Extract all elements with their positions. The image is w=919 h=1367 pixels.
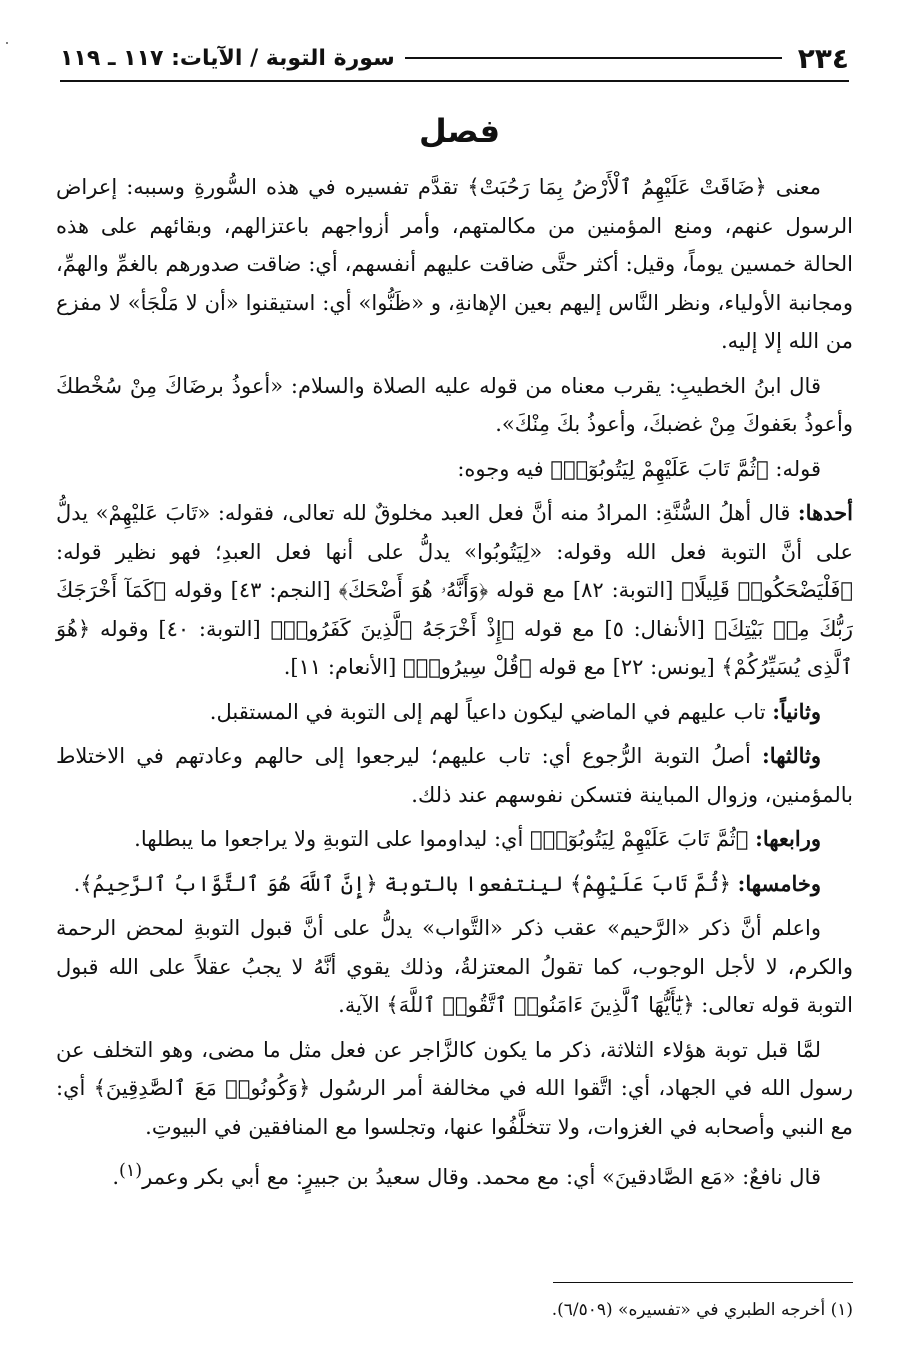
point-lead: ورابعها: — [755, 826, 821, 851]
paragraph: معنى ﴿ضَاقَتْ عَلَيْهِمُ ٱلْأَرْضُ بِمَا رَحُبَتْ﴾ تقدَّم تفسيره في هذه السُّورةِ وسببه: إعراض الرسول عنهم، ومنع المؤمنين من مكالمتهم، وأمر أزواجهم باعتزالهم، وبقائهم على هذه الحالة خمسين يوماً، وقيل: أكثر حتَّى ضاقت عليهم أنفسهم، أي: ضاقت صدورهم بالغمِّ والهمِّ، ومجانبة الأولياء، ونظر النَّاس إليهم بعين الإهانةِ، و «ظَنُّوا» أي: استيقنوا «أن لا مَلْجَأ» لا مفزع من الله إلا إليه. — [56, 175, 853, 353]
point-lead: وثالثها: — [762, 743, 821, 768]
paragraph: لمَّا قبل توبة هؤلاء الثلاثة، ذكر ما يكون كالزَّاجر عن فعل مثل ما مضى، وهو التخلف عن رسول الله في الجهاد، أي: اتَّقوا الله في مخالفة أمر الرسُول ﴿وَكُونُوا۟ مَعَ ٱلصَّٰدِقِينَ﴾ أي: مع النبي وأصحابه في الغزوات، ولا تتخلَّفُوا عنها، وتجلسوا مع المنافقين في البيوتِ. — [56, 1037, 853, 1139]
point-text: أصلُ التوبة الرُّجوع أي: تاب عليهم؛ ليرجعوا إلى حالهم وعادتهم في الاختلاط بالمؤمنين، وزوال المباينة فتسكن نفوسهم عند ذلك. — [56, 744, 853, 807]
running-title: سورة التوبة / الآيات: ١١٧ ـ ١١٩ — [60, 45, 395, 71]
footnote-marker: (١) — [119, 1161, 143, 1181]
point-lead: أحدها: — [797, 500, 853, 525]
section-title: فصل — [418, 112, 501, 150]
paragraph: واعلم أنَّ ذكر «الرَّحيم» عقب ذكر «التَّواب» يدلُّ على أنَّ قبول التوبةِ لمحض الرحمة والكرم، لا لأجل الوجوب، كما تقولُ المعتزلةُ، وذلك يقوي أنَّهُ لا يجبُ عقلاً على الله قبول التوبة قوله تعالى: ﴿يَٰٓأَيُّهَا ٱلَّذِينَ ءَامَنُوا۟ ٱتَّقُوا۟ ٱللَّهَ﴾ الآية. — [56, 916, 853, 1017]
point-text: تاب عليهم في الماضي ليكون داعياً لهم إلى التوبة في المستقبل. — [209, 699, 766, 724]
paragraph — [56, 693, 853, 732]
paragraph — [56, 820, 853, 859]
main-text — [56, 168, 853, 1203]
page-number: ٢٣٤ — [797, 41, 849, 75]
header-divider — [60, 80, 849, 82]
point-lead: وثانياً: — [772, 698, 821, 724]
paragraph: قال ابنُ الخطيبِ: يقرب معناه من قوله عليه الصلاة والسلام: «أعوذُ برضَاكَ مِنْ سُخْطكَ وأعوذُ بعَفوكَ مِنْ غضبكَ، وأعوذُ بكَ مِنْكَ». — [56, 373, 853, 436]
header-rule — [405, 57, 782, 59]
paragraph: قوله: ﴿ثُمَّ تَابَ عَلَيْهِمْ لِيَتُوبُوٓا۟﴾ فيه وجوه: — [457, 456, 821, 481]
point-text: قال نافعٌ: «مَع الصَّادقينَ» أي: مع محمد. وقال سعيدُ بن جبيرٍ: مع أبي بكر وعمر — [142, 1165, 821, 1189]
footnote-divider — [553, 1282, 853, 1283]
paragraph — [56, 494, 853, 687]
paragraph: قال نافعٌ: «مَع الصَّادقينَ» أي: مع محمد. وقال سعيدُ بن جبيرٍ: مع أبي بكر وعمر$^{(١)}$. — [112, 1161, 821, 1189]
page-header — [60, 40, 849, 76]
paragraph — [56, 865, 853, 904]
paragraph — [56, 737, 853, 814]
margin-mark — [6, 42, 8, 44]
point-text: ﴿ثُمَّ تَابَ عَلَيْهِمْ﴾ لينتفعوا بالتوبة ﴿إِنَّ ٱللَّهَ هُوَ ٱلتَّوَّابُ ٱلرَّحِيمُ﴾. — [73, 871, 731, 896]
footnote: (١) أخرجه الطبري في «تفسيره» (٦/٥٠٩). — [551, 1300, 853, 1320]
point-text: قال أهلُ السُّنَّةِ: المرادُ منه أنَّ فعل العبد مخلوقٌ لله تعالى، فقوله: «تَابَ عَليْهِمْ» يدلُّ على أنَّ التوبة فعل الله وقوله: «لِيَتُوبُوا» يدلُّ على أنها فعل العبدِ؛ فهو نظير قوله: ﴿فَلْيَضْحَكُوا۟ قَلِيلًا﴾ [التوبة: ٨٢] مع قوله ﴿وَأَنَّهُۥ هُوَ أَضْحَكَ﴾ [النجم: ٤٣] وقوله ﴿كَمَآ أَخْرَجَكَ رَبُّكَ مِنۢ بَيْتِكَ﴾ [الأنفال: ٥] مع قوله ﴿إِذْ أَخْرَجَهُ ٱلَّذِينَ كَفَرُوا۟﴾ [التوبة: ٤٠] وقوله ﴿هُوَ ٱلَّذِى يُسَيِّرُكُمْ﴾ [يونس: ٢٢] مع قوله ﴿قُلْ سِيرُوا۟﴾ [الأنعام: ١١]. — [56, 501, 853, 679]
point-text: ﴿ثُمَّ تَابَ عَلَيْهِمْ لِيَتُوبُوٓا۟﴾ أي: ليداوموا على التوبةِ ولا يراجعوا ما يبطلها. — [134, 827, 749, 851]
point-lead: وخامسها: — [737, 870, 821, 896]
